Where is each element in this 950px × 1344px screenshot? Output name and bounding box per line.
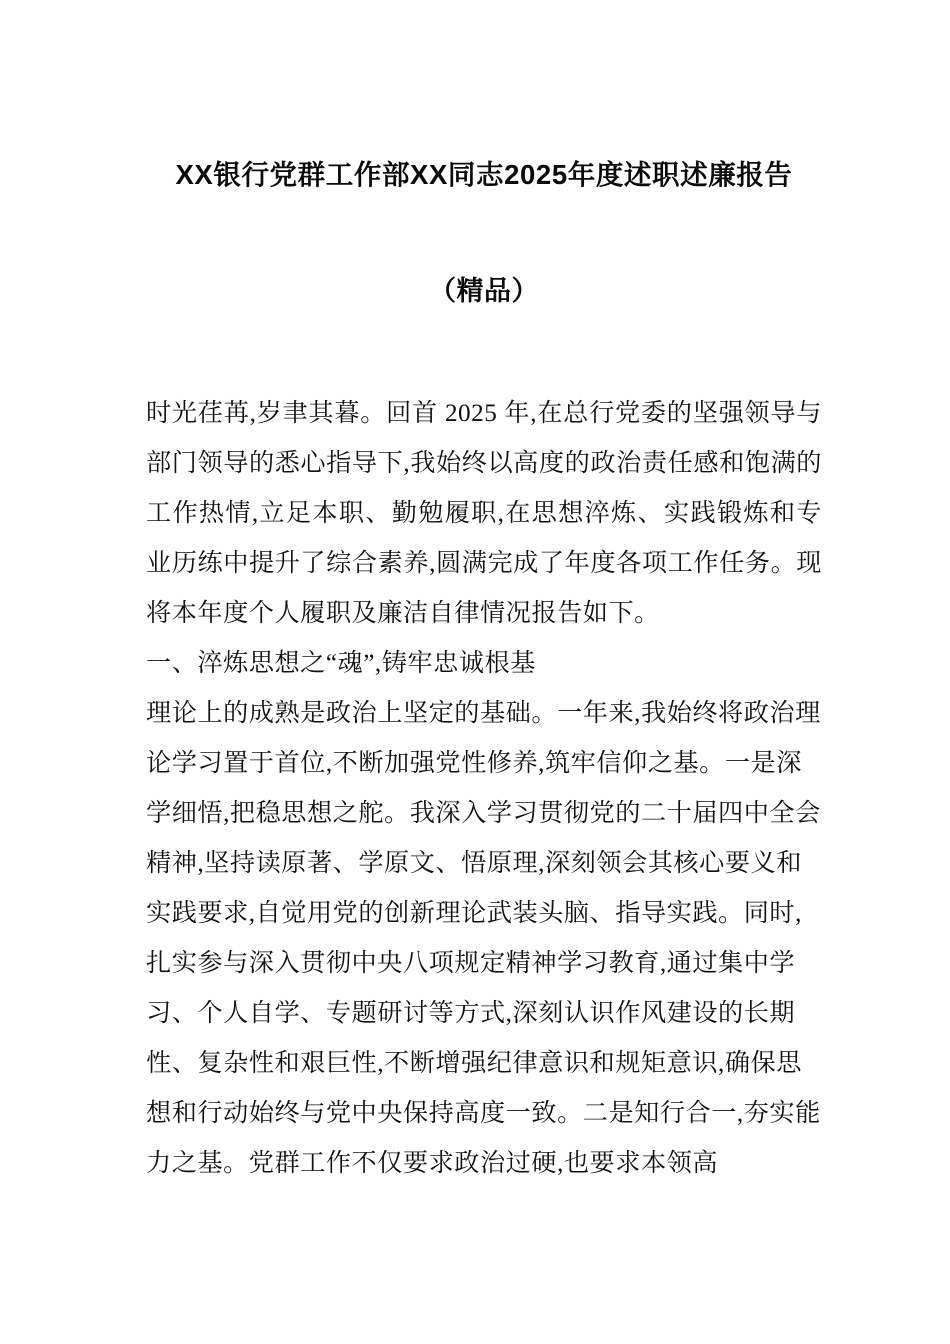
paragraph-intro: 时光荏苒,岁聿其暮。回首 2025 年,在总行党委的坚强领导与部门领导的悉心指导下,我始终以高度的政治责任感和饱满的工作热情,立足本职、勤勉履职,在思想淬炼、实践锻炼和专业历练中提升了综合素养,圆满完成了年度各项工作任务。现将本年度个人履职及廉洁自律情况报告如下。 — [146, 400, 822, 627]
document-subtitle: （精品） — [429, 276, 539, 306]
section-heading-one: 一、淬炼思想之“魂”,铸牢忠诚根基 — [146, 650, 536, 677]
document-content — [146, 0, 822, 1189]
paragraph-section-one-body: 理论上的成熟是政治上坚定的基础。一年来,我始终将政治理论学习置于首位,不断加强党性修养,筑牢信仰之基。一是深学细悟,把稳思想之舵。我深入学习贯彻党的二十届四中全会精神,坚持读原著、学原文、悟原理,深刻领会其核心要义和实践要求,自觉用党的创新理论武装头脑、指导实践。同时,扎实参与深入贯彻中央八项规定精神学习教育,通过集中学习、个人自学、专题研讨等方式,深刻认识作风建设的长期性、复杂性和艰巨性,不断增强纪律意识和规矩意识,确保思想和行动始终与党中央保持高度一致。二是知行合一,夯实能力之基。党群工作不仅要求政治过硬,也要求本领高 — [146, 700, 821, 1177]
document-body — [146, 311, 822, 1189]
page-title: XX银行党群工作部XX同志2025年度述职述廉报告 — [175, 159, 793, 190]
